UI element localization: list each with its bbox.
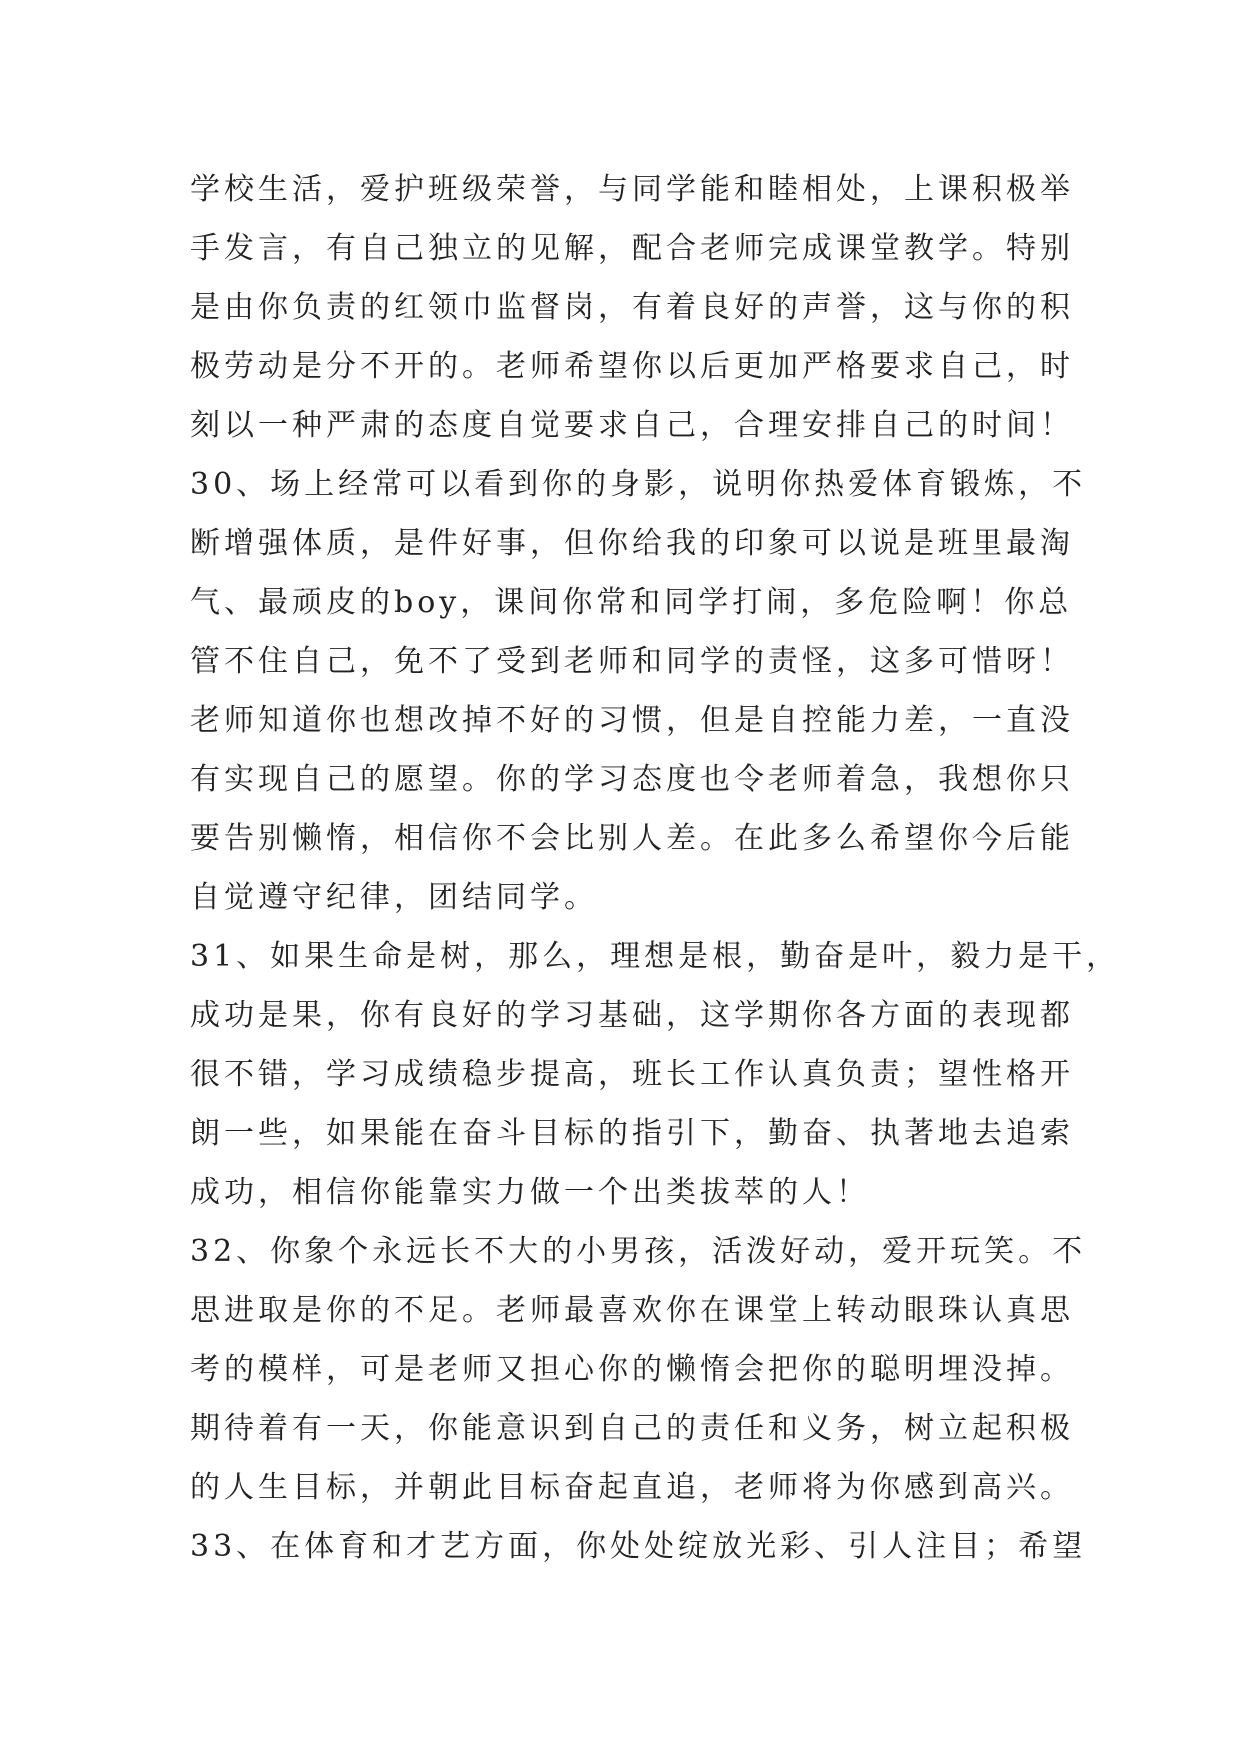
text-line: 手发言，有自己独立的见解，配合老师完成课堂教学。特别 [190,231,1074,266]
text-line: 30、场上经常可以看到你的身影，说明你热爱体育锻炼，不 [190,467,1087,502]
text-line: 要告别懒惰，相信你不会比别人差。在此多么希望你今后能 [190,821,1074,856]
text-line: 老师知道你也想改掉不好的习惯，但是自控能力差，一直没 [190,703,1074,738]
text-line: 是由你负责的红领巾监督岗，有着良好的声誉，这与你的积 [190,290,1074,325]
body-text [190,160,1121,1576]
text-line: 32、你象个永远长不大的小男孩，活泼好动，爱开玩笑。不 [190,1234,1087,1269]
text-line: 管不住自己，免不了受到老师和同学的责怪，这多可惜呀！ [190,644,1074,679]
text-line: 成功是果，你有良好的学习基础，这学期你各方面的表现都 [190,998,1074,1033]
text-line: 成功，相信你能靠实力做一个出类拔萃的人！ [190,1175,870,1210]
text-line: 自觉遵守纪律，团结同学。 [190,880,598,915]
text-line: 刻以一种严肃的态度自觉要求自己，合理安排自己的时间！ [190,408,1074,443]
text-line: 极劳动是分不开的。老师希望你以后更加严格要求自己，时 [190,349,1074,384]
text-line: 很不错，学习成绩稳步提高，班长工作认真负责；望性格开 [190,1057,1074,1092]
text-line: 期待着有一天，你能意识到自己的责任和义务，树立起积极 [190,1411,1074,1446]
text-line: 思进取是你的不足。老师最喜欢你在课堂上转动眼珠认真思 [190,1293,1074,1328]
text-line: 33、在体育和才艺方面，你处处绽放光彩、引人注目；希望 [190,1529,1087,1564]
text-line: 学校生活，爱护班级荣誉，与同学能和睦相处，上课积极举 [190,172,1074,207]
text-line: 气、最顽皮的boy，课间你常和同学打闹，多危险啊！你总 [190,585,1073,620]
text-line: 有实现自己的愿望。你的学习态度也令老师着急，我想你只 [190,762,1074,797]
text-line: 31、如果生命是树，那么，理想是根，勤奋是叶，毅力是干， [190,939,1121,974]
text-line: 朗一些，如果能在奋斗目标的指引下，勤奋、执著地去追索 [190,1116,1074,1151]
text-line: 的人生目标，并朝此目标奋起直追，老师将为你感到高兴。 [190,1470,1074,1505]
text-line: 考的模样，可是老师又担心你的懒惰会把你的聪明埋没掉。 [190,1352,1074,1387]
text-line: 断增强体质，是件好事，但你给我的印象可以说是班里最淘 [190,526,1074,561]
